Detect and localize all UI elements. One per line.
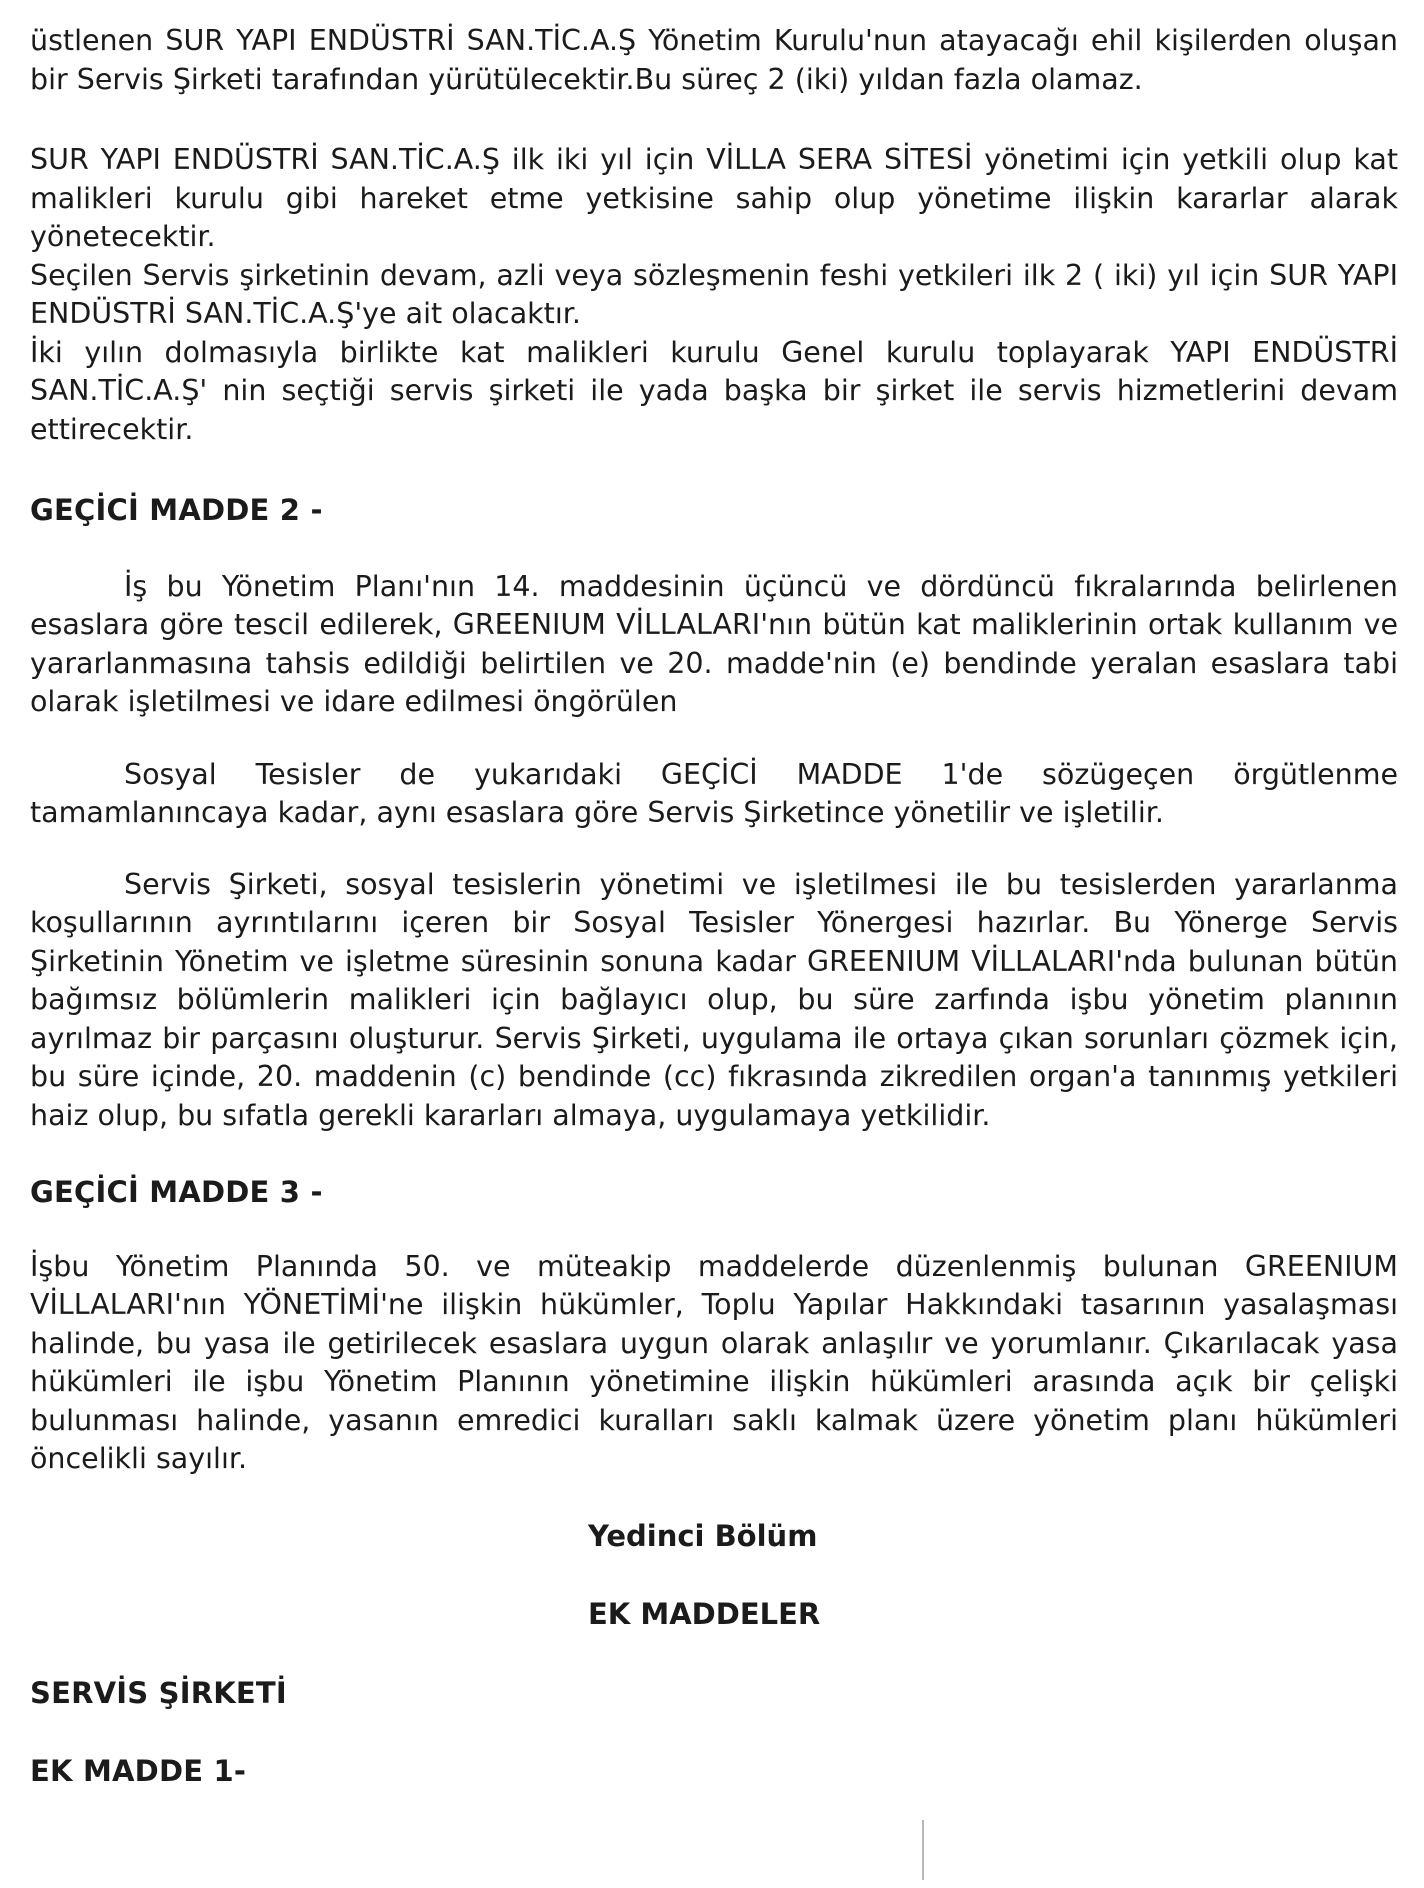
intro-paragraph-4: İki yılın dolmasıyla birlikte kat malikleri kurulu Genel kurulu toplayarak YAPI ENDÜSTRİ SAN.TİC.A.Ş' nin seçtiği servis şirketi ile yada başka bir şirket ile servis hizmetlerini devam ettirecektir. xyxy=(30,335,1398,446)
scan-artifact-line xyxy=(922,1820,924,1880)
intro-paragraph-3: Seçilen Servis şirketinin devam, azli veya sözleşmenin feshi yetkileri ilk 2 ( iki) yıl için SUR YAPI ENDÜSTRİ SAN.TİC.A.Ş'ye ait olacaktır. xyxy=(30,258,1398,330)
heading-ek-madde-1: EK MADDE 1- xyxy=(30,1754,247,1788)
heading-ek-maddeler: EK MADDELER xyxy=(588,1597,821,1631)
gecici-2-paragraph-2: Sosyal Tesisler de yukarıdaki GEÇİCİ MADDE 1'de sözügeçen örgütlenme tamamlanıncaya kadar, aynı esaslara göre Servis Şirketince yönetilir ve işletilir. xyxy=(30,757,1398,829)
intro-paragraph-1: üstlenen SUR YAPI ENDÜSTRİ SAN.TİC.A.Ş Yönetim Kurulu'nun atayacağı ehil kişilerden oluşan bir Servis Şirketi tarafından yürütülecektir.Bu süreç 2 (iki) yıldan fazla olamaz. xyxy=(30,24,1398,96)
document-page xyxy=(30,22,1398,1791)
heading-gecici-madde-3: GEÇİCİ MADDE 3 - xyxy=(30,1175,323,1209)
gecici-2-paragraph-3: Servis Şirketi, sosyal tesislerin yönetimi ve işletilmesi ile bu tesislerden yararlanma koşullarının ayrıntılarını içeren bir Sosyal Tesisler Yönergesi hazırlar. Bu Yönerge Servis Şirketinin Yönetim ve işletme süresinin sonuna kadar GREENIUM VİLLALARI'nda bulunan bütün bağımsız bölümlerin malikleri için bağlayıcı olup, bu süre zarfında işbu yönetim planının ayrılmaz bir parçasını oluşturur. Servis Şirketi, uygulama ile ortaya çıkan sorunları çözmek için, bu süre içinde, 20. maddenin (c) bendinde (cc) fıkrasında zikredilen organ'a tanınmış yetkileri haiz olup, bu sıfatla gerekli kararları almaya, uygulamaya yetkilidir. xyxy=(30,867,1398,1132)
gecici-3-paragraph-1: İşbu Yönetim Planında 50. ve müteakip maddelerde düzenlenmiş bulunan GREENIUM VİLLALARI'nın YÖNETİMİ'ne ilişkin hükümler, Toplu Yapılar Hakkındaki tasarının yasalaşması halinde, bu yasa ile getirilecek esaslara uygun olarak anlaşılır ve yorumlanır. Çıkarılacak yasa hükümleri ile işbu Yönetim Planının yönetimine ilişkin hükümleri arasında açık bir çelişki bulunması halinde, yasanın emredici kuralları saklı kalmak üzere yönetim planı hükümleri öncelikli sayılır. xyxy=(30,1249,1398,1475)
heading-yedinci-bolum: Yedinci Bölüm xyxy=(588,1518,818,1553)
heading-gecici-madde-2: GEÇİCİ MADDE 2 - xyxy=(30,493,323,527)
gecici-2-paragraph-1: İş bu Yönetim Planı'nın 14. maddesinin üçüncü ve dördüncü fıkralarında belirlenen esaslara göre tescil edilerek, GREENIUM VİLLALARI'nın bütün kat maliklerinin ortak kullanım ve yararlanmasına tahsis edildiği belirtilen ve 20. madde'nin (e) bendinde yeralan esaslara tabi olarak işletilmesi ve idare edilmesi öngörülen xyxy=(30,569,1398,718)
intro-paragraph-2: SUR YAPI ENDÜSTRİ SAN.TİC.A.Ş ilk iki yıl için VİLLA SERA SİTESİ yönetimi için yetkili olup kat malikleri kurulu gibi hareket etme yetkisine sahip olup yönetime ilişkin kararlar alarak yönetecektir. xyxy=(30,143,1398,253)
heading-servis-sirketi: SERVİS ŞİRKETİ xyxy=(30,1675,287,1710)
